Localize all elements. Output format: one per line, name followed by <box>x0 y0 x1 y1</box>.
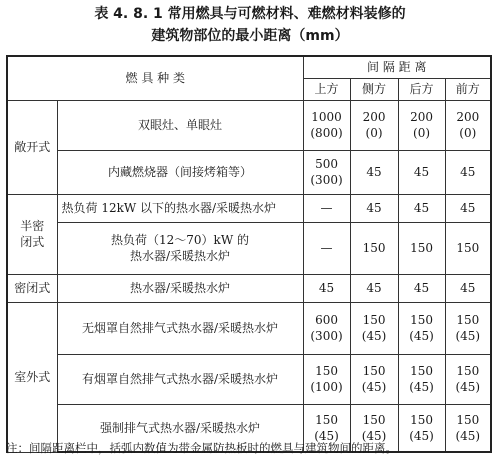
value-above: 1000 (800) <box>303 100 350 150</box>
value-side: 150 (45) <box>350 302 398 354</box>
value-back: 45 <box>398 194 445 222</box>
table-row <box>7 302 491 354</box>
value-above: 150 (45) <box>303 404 350 452</box>
column-header-side: 侧方 <box>350 78 398 100</box>
value-above: 600 (300) <box>303 302 350 354</box>
device-cell: 热负荷（12～70）kW 的 热水器/采暖热水炉 <box>57 222 303 274</box>
value-back: 150 (45) <box>398 302 445 354</box>
value-above: — <box>303 194 350 222</box>
fuel-type-header: 燃 具 种 类 <box>7 56 303 100</box>
table-row <box>7 150 491 194</box>
column-header-back: 后方 <box>398 78 445 100</box>
value-front: 45 <box>445 194 491 222</box>
device-cell: 有烟罩自然排气式热水器/采暖热水炉 <box>57 354 303 404</box>
value-side: 200 (0) <box>350 100 398 150</box>
value-front: 150 (45) <box>445 404 491 452</box>
min-distance-table <box>6 55 492 453</box>
value-back: 45 <box>398 150 445 194</box>
table-row <box>7 194 491 222</box>
column-header-above: 上方 <box>303 78 350 100</box>
value-above: 500 (300) <box>303 150 350 194</box>
value-front: 150 (45) <box>445 354 491 404</box>
value-back: 200 (0) <box>398 100 445 150</box>
value-side: 45 <box>350 194 398 222</box>
value-side: 45 <box>350 274 398 302</box>
device-cell: 双眼灶、单眼灶 <box>57 100 303 150</box>
value-front: 150 (45) <box>445 302 491 354</box>
device-cell: 强制排气式热水器/采暖热水炉 <box>57 404 303 452</box>
table-title-line-1: 表 4. 8. 1 常用燃具与可燃材料、难燃材料装修的 <box>94 6 406 22</box>
value-front: 45 <box>445 274 491 302</box>
device-cell: 无烟罩自然排气式热水器/采暖热水炉 <box>57 302 303 354</box>
value-side: 45 <box>350 150 398 194</box>
category-closed: 密闭式 <box>7 274 57 302</box>
value-back: 150 (45) <box>398 354 445 404</box>
category-outdoor: 室外式 <box>7 302 57 452</box>
value-front: 45 <box>445 150 491 194</box>
value-front: 200 (0) <box>445 100 491 150</box>
table-row <box>7 354 491 404</box>
value-above: — <box>303 222 350 274</box>
table-row <box>7 100 491 150</box>
column-header-front: 前方 <box>445 78 491 100</box>
distance-header: 间 隔 距 离 <box>303 56 491 78</box>
table-row <box>7 274 491 302</box>
table-title-line-2: 建筑物部位的最小距离（mm） <box>151 28 349 44</box>
device-cell: 热负荷 12kW 以下的热水器/采暖热水炉 <box>57 194 303 222</box>
device-cell: 内藏燃烧器（间接烤箱等） <box>57 150 303 194</box>
device-cell: 热水器/采暖热水炉 <box>57 274 303 302</box>
category-open: 敞开式 <box>7 100 57 194</box>
value-back: 150 <box>398 222 445 274</box>
category-semi-closed: 半密 闭式 <box>7 194 57 274</box>
value-above: 150 (100) <box>303 354 350 404</box>
value-front: 150 <box>445 222 491 274</box>
value-back: 45 <box>398 274 445 302</box>
value-side: 150 (45) <box>350 404 398 452</box>
table-note: 注：间隔距离栏中，括弧内数值为带金属防热板时的燃具与建筑物间的距离。 <box>6 441 397 455</box>
header-row-1 <box>7 56 491 78</box>
value-side: 150 <box>350 222 398 274</box>
value-side: 150 (45) <box>350 354 398 404</box>
value-above: 45 <box>303 274 350 302</box>
table-row <box>7 222 491 274</box>
value-back: 150 (45) <box>398 404 445 452</box>
